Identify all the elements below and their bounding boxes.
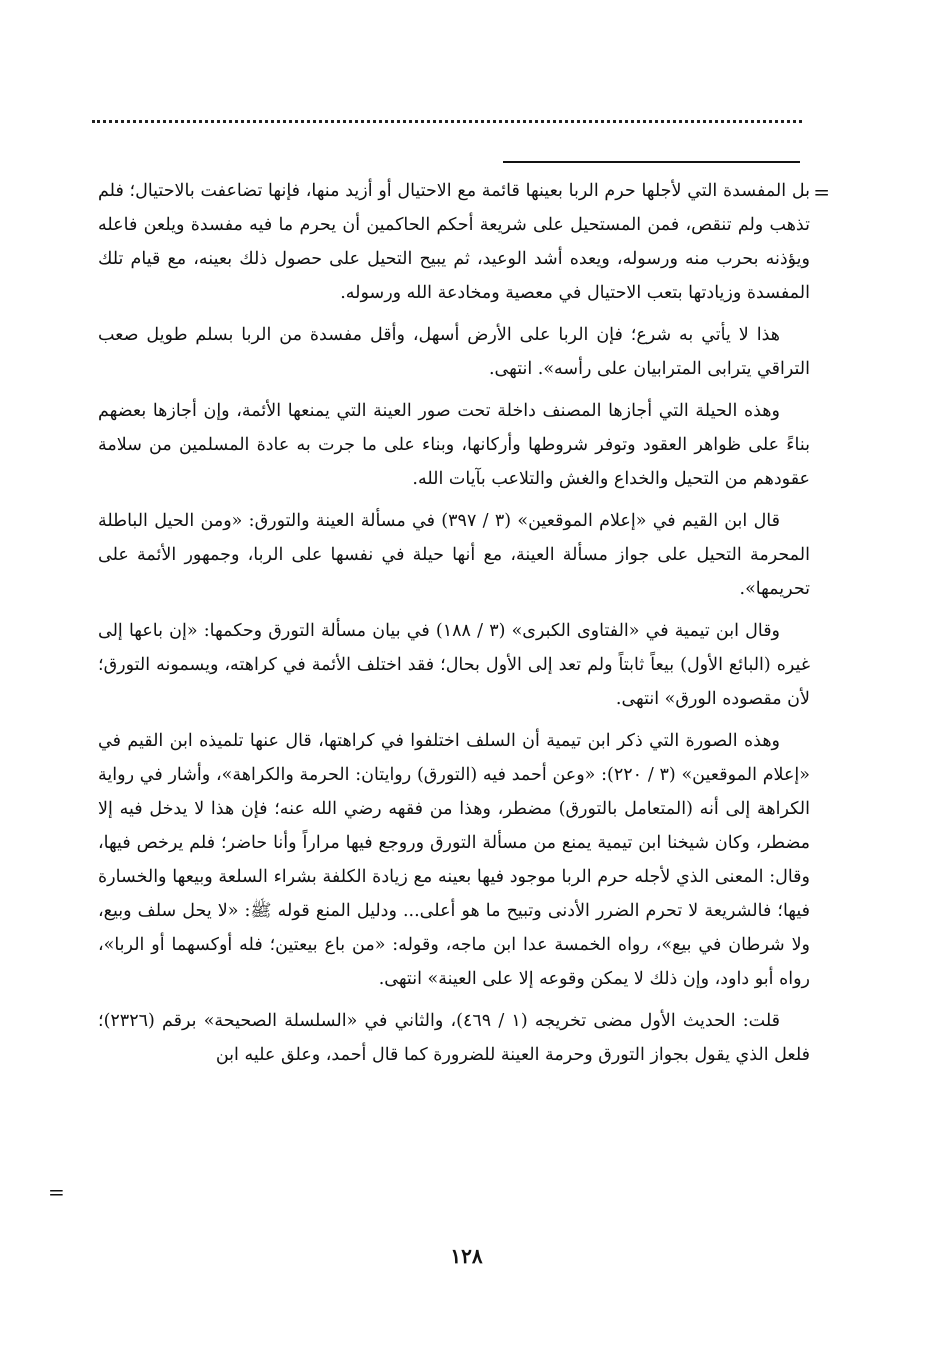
footnote-paragraph: وهذه الصورة التي ذكر ابن تيمية أن السلف اختلفوا في كراهتها، قال عنها تلميذه ابن القيم في «إعلام الموقعين» (٣ / ٢٢٠): «وعن أحمد فيه (التورق) روايتان: الحرمة والكراهة»، وأشار في رواية الكراهة إلى أنه (المتعامل بالتورق) مضطر، وهذا من فقهه رضي الله عنه؛ فإن هذا لا يدخل فيه إلا مضطر، وكان شيخنا ابن تيمية يمنع من مسألة التورق وروجع فيها مراراً وأنا حاضر؛ فلم يرخص فيها، وقال: المعنى الذي لأجله حرم الربا موجود فيها بعينه مع زيادة الكلفة بشراء السلعة وبيعها والخسارة فيها؛ فالشريعة لا تحرم الضرر الأدنى وتبيح ما هو أعلى... ودليل المنع قوله ﷺ: «لا يحل سلف وبيع، ولا شرطان في بيع»، رواه الخمسة عدا ابن ماجه، وقوله: «من باع بيعتين؛ فله أوكسهما أو الربا»، رواه أبو داود، وإن ذلك لا يمكن وقوعه إلا على العينة» انتهى. (98, 731, 810, 989)
footnote-paragraph: وقال ابن تيمية في «الفتاوى الكبرى» (٣ / ١٨٨) في بيان مسألة التورق وحكمها: «إن باعها إلى غيره (البائع الأول) بيعاً ثابتاً ولم تعد إلى الأول بحال؛ فقد اختلف الأئمة في كراهته، ويسمونه التورق؛ لأن مقصوده الورق» انتهى. (98, 621, 810, 709)
continuation-mark: = (813, 180, 830, 204)
footnote-paragraph: هذا لا يأتي به شرع؛ فإن الربا على الأرض أسهل، وأقل مفسدة من الربا بسلم طويل صعب التراقي يترابى المترابيان على رأسه». انتهى. (98, 325, 810, 379)
page-number: ١٢٨ (450, 1244, 483, 1268)
footnote-text-block (98, 174, 810, 1080)
footnote-paragraph: بل المفسدة التي لأجلها حرم الربا بعينها قائمة مع الاحتيال أو أزيد منها، فإنها تضاعفت بالاحتيال؛ فلم تذهب ولم تنقص، فمن المستحيل على شريعة أحكم الحاكمين أن يحرم ما فيه مفسدة ويلعن فاعله ويؤذنه بحرب منه ورسوله، ويعده أشد الوعيد، ثم يبيح التحيل على حصول ذلك بعينه، مع قيام تلك المفسدة وزيادتها بتعب الاحتيال في معصية ومخادعة الله ورسوله. (98, 181, 810, 303)
footnote-paragraph: وهذه الحيلة التي أجازها المصنف داخلة تحت صور العينة التي يمنعها الأئمة، وإن أجازها بعضهم بناءً على ظواهر العقود وتوفر شروطها وأركانها، وبناء على ما جرت به عادة المسلمين من سلامة عقودهم من التحيل والخداع والغش والتلاعب بآيات الله. (98, 401, 810, 489)
footnote-paragraph: قلت: الحديث الأول مضى تخريجه (١ / ٤٦٩)، والثاني في «السلسلة الصحيحة» برقم (٢٣٢٦)؛ فلعل الذي يقول بجواز التورق وحرمة العينة للضرورة كما قال أحمد، وعلق عليه ابن (98, 1011, 810, 1065)
continuation-end-mark: = (48, 1180, 65, 1204)
footnote-paragraph: قال ابن القيم في «إعلام الموقعين» (٣ / ٣٩٧) في مسألة العينة والتورق: «ومن الحيل الباطلة المحرمة التحيل على جواز مسألة العينة، مع أنها حيلة في نفسها على الربا، وجمهور الأئمة على تحريمها». (98, 511, 810, 599)
dotted-separator (92, 120, 802, 123)
footnote-separator-line (503, 161, 800, 163)
